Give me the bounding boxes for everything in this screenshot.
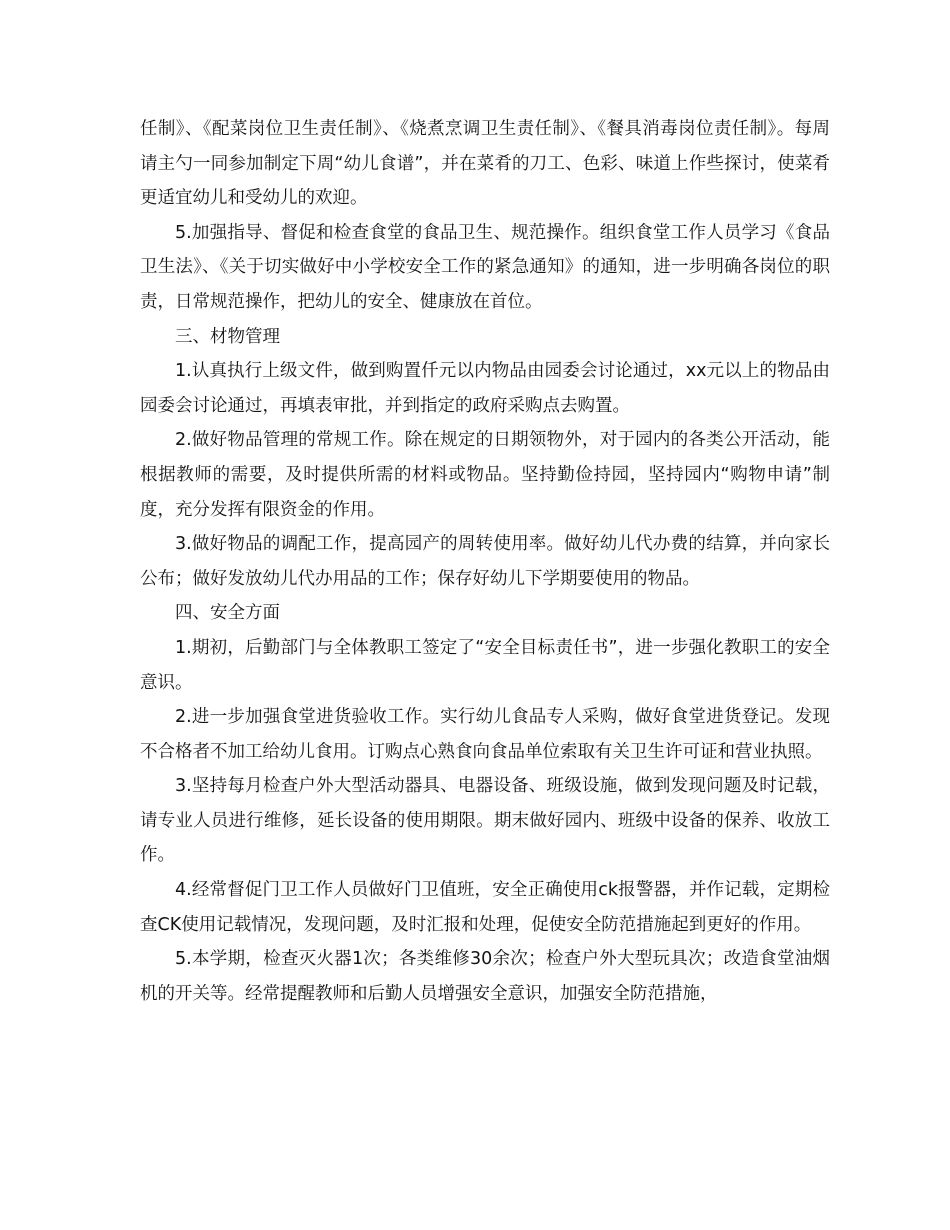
paragraph: 5.本学期，检查灭火器1次；各类维修30余次；检查户外大型玩具次；改造食堂油烟机的开关等。经常提醒教师和后勤人员增强安全意识，加强安全防范措施， <box>140 949 830 1004</box>
paragraph: 5.加强指导、督促和检查食堂的食品卫生、规范操作。组织食堂工作人员学习《食品卫生法》、《关于切实做好中小学校安全工作的紧急通知》的通知，进一步明确各岗位的职责，日常规范操作，把幼儿的安全、健康放在首位。 <box>140 222 830 312</box>
paragraph: 2.进一步加强食堂进货验收工作。实行幼儿食品专人采购，做好食堂进货登记。发现不合格者不加工给幼儿食用。订购点心熟食向食品单位索取有关卫生许可证和营业执照。 <box>140 707 830 762</box>
document-body <box>140 112 830 1011</box>
paragraph: 3.坚持每月检查户外大型活动器具、电器设备、班级设施，做到发现问题及时记载，请专业人员进行维修，延长设备的使用期限。期末做好园内、班级中设备的保养、收放工作。 <box>140 776 830 866</box>
paragraph: 3.做好物品的调配工作，提高园产的周转使用率。做好幼儿代办费的结算，并向家长公布；做好发放幼儿代办用品的工作；保存好幼儿下学期要使用的物品。 <box>140 534 830 589</box>
section-heading: 四、安全方面 <box>175 603 280 624</box>
paragraph: 1.认真执行上级文件，做到购置仟元以内物品由园委会讨论通过，xx元以上的物品由园委会讨论通过，再填表审批，并到指定的政府采购点去购置。 <box>140 361 830 416</box>
paragraph: 1.期初，后勤部门与全体教职工签定了“安全目标责任书”，进一步强化教职工的安全意识。 <box>140 637 830 693</box>
paragraph: 4.经常督促门卫工作人员做好门卫值班，安全正确使用ck报警器，并作记载，定期检查CK使用记载情况，发现问题，及时汇报和处理，促使安全防范措施起到更好的作用。 <box>140 880 830 935</box>
paragraph-continued: 任制》、《配菜岗位卫生责任制》、《烧煮烹调卫生责任制》、《餐具消毒岗位责任制》。每周请主勺一同参加制定下周“幼儿食谱”，并在菜肴的刀工、色彩、味道上作些探讨，使菜肴更适宜幼儿和受幼儿的欢迎。 <box>140 119 830 209</box>
paragraph: 2.做好物品管理的常规工作。除在规定的日期领物外，对于园内的各类公开活动，能根据教师的需要，及时提供所需的材料或物品。坚持勤俭持园，坚持园内“购物申请”制度，充分发挥有限资金的作用。 <box>140 430 830 520</box>
section-heading: 三、材物管理 <box>175 326 280 347</box>
